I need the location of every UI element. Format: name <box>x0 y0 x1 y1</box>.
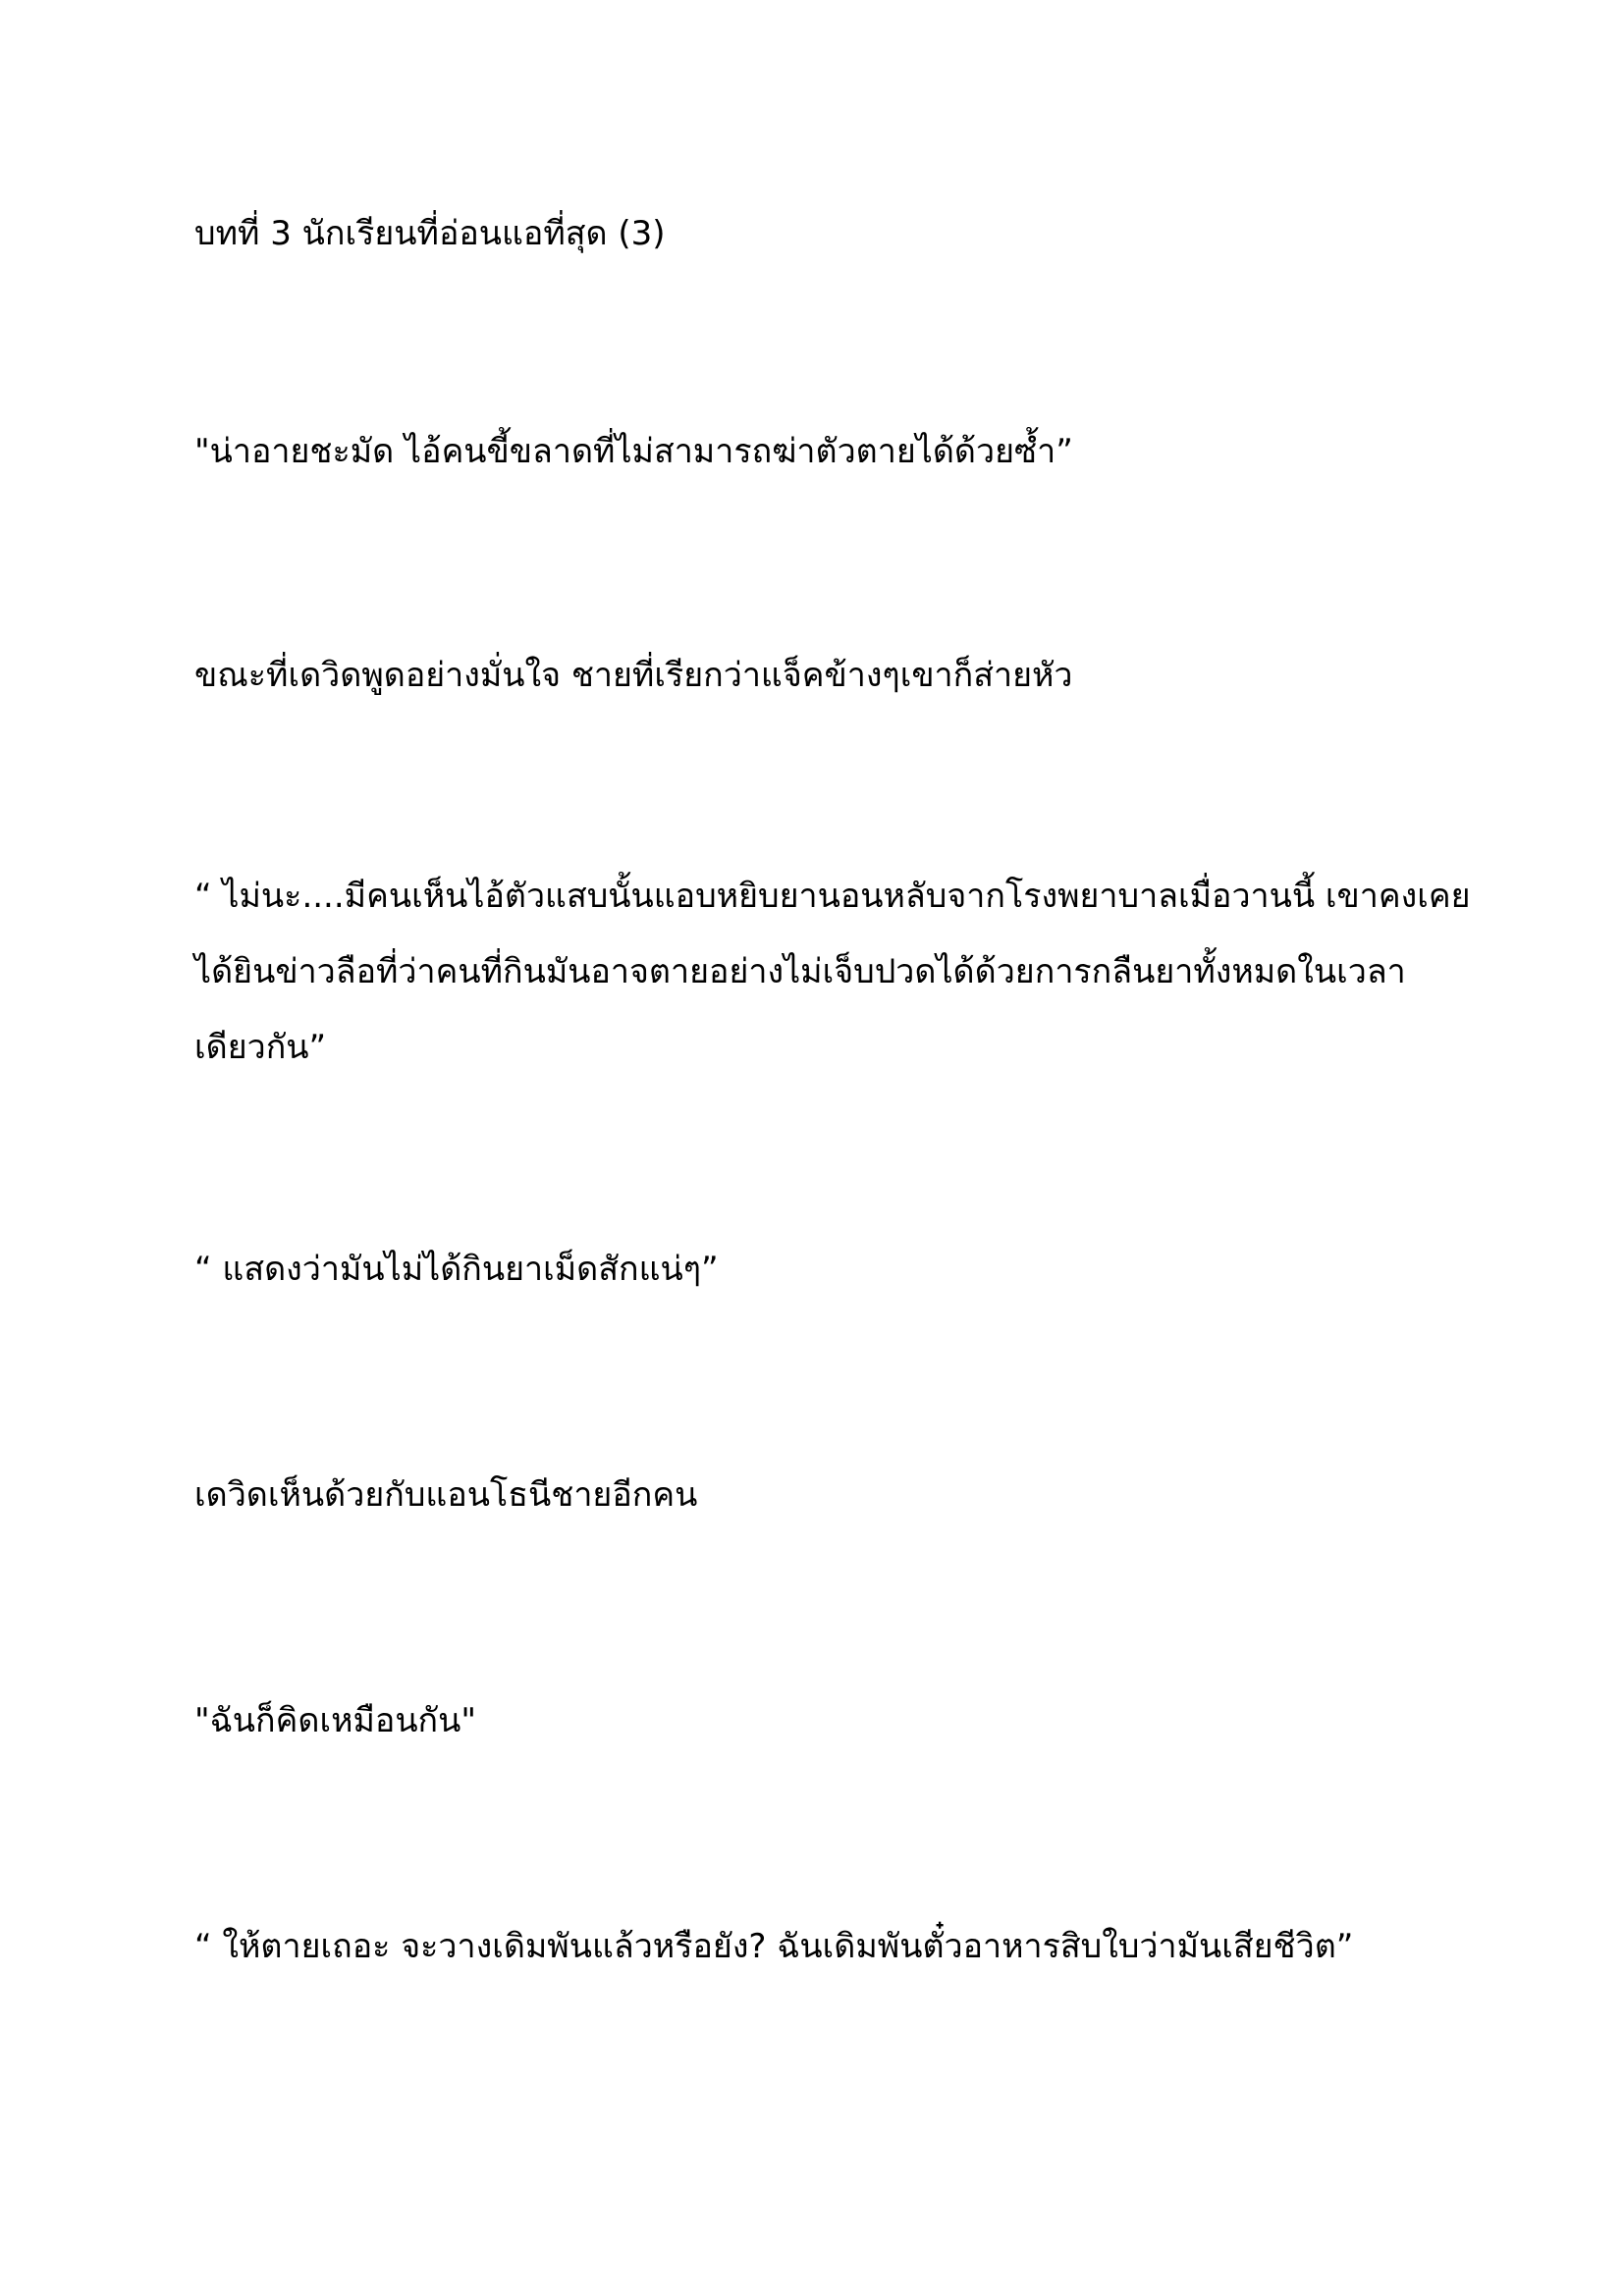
paragraph-7: “ ให้ตายเถอะ จะวางเดิมพันแล้วหรือยัง? ฉันเดิมพันตั๋วอาหารสิบใบว่ามันเสียชีวิต” <box>194 1927 1354 1966</box>
paragraph-1: "น่าอายชะมัด ไอ้คนขี้ขลาดที่ไม่สามารถฆ่าตัวตายได้ด้วยซ้ำ” <box>194 432 1073 471</box>
paragraph-5: เดวิดเห็นด้วยกับแอนโธนีชายอีกคน <box>194 1475 698 1515</box>
paragraph-4: “ แสดงว่ามันไม่ได้กินยาเม็ดสักแน่ๆ” <box>194 1250 719 1289</box>
paragraph-3: “ ไม่นะ....มีคนเห็นไอ้ตัวแสบนั้นแอบหยิบยานอนหลับจากโรงพยาบาลเมื่อวานนี้ เขาคงเคยได้ยินข่าวลือที่ว่าคนที่กินมันอาจตายอย่างไม่เจ็บปวดได้ด้วยการกลืนยาทั้งหมดในเวลาเดียวกัน” <box>194 877 1471 1067</box>
paragraph-2: ขณะที่เดวิดพูดอย่างมั่นใจ ชายที่เรียกว่าแจ็คข้างๆเขาก็ส่ายหัว <box>194 656 1073 695</box>
paragraph-6: "ฉันก็คิดเหมือนกัน" <box>194 1701 477 1740</box>
chapter-title: บทที่ 3 นักเรียนที่อ่อนแอที่สุด (3) <box>194 214 666 253</box>
